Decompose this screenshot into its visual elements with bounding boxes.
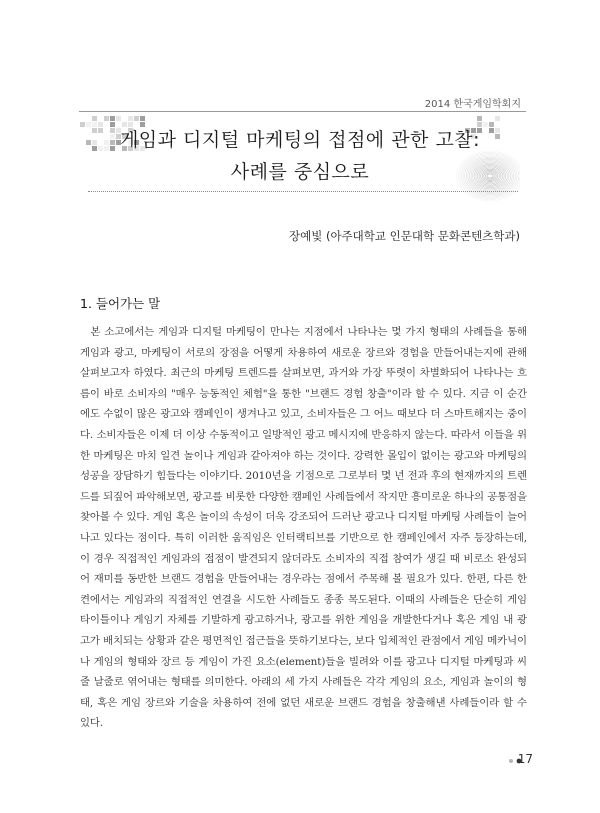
mosaic-pixel	[477, 116, 482, 121]
body-text	[80, 322, 527, 734]
article-title-line1: 게임과 디지털 마케팅의 접점에 관한 고찰:	[119, 129, 481, 151]
journal-header: 2014 한국게임학회지	[424, 99, 521, 110]
mosaic-pixel	[104, 116, 109, 121]
header-rule	[79, 111, 526, 112]
mosaic-pixel	[128, 116, 133, 121]
mosaic-pixel	[116, 116, 121, 121]
mosaic-pixel	[140, 116, 145, 121]
article-title	[0, 124, 600, 188]
mosaic-pixel	[92, 116, 97, 121]
page-number: 17	[517, 752, 533, 766]
body-paragraph: 본 소고에서는 게임과 디지털 마케팅이 만나는 지점에서 나타나는 몇 가지 형태의 사례들을 통해 게임과 광고, 마케팅이 서로의 장점을 어떻게 차용하여 새로운 장르와 경험을 만들어내는지에 관해 살펴보고자 하였다. 최근의 마케팅 트렌드를 살펴보면, 과거와 가장 뚜렷이 차별화되어 나타나는 흐름이 바로 소비자의 "매우 능동적인 체험"을 통한 "브랜드 경험 창출"이라 할 수 있다. 지금 이 순간에도 수없이 많은 광고와 캠페인이 생겨나고 있고, 소비자들은 그 어느 때보다 더 스마트해지는 중이다. 소비자들은 이제 더 이상 수동적이고 일방적인 광고 메시지에 반응하지 않는다. 따라서 이들을 위한 마케팅은 마치 일견 놀이나 게임과 같아져야 하는 것이다. 강력한 몰입이 없이는 광고와 마케팅의 성공을 장담하기 힘들다는 이야기다. 2010년을 기점으로 그로부터 몇 년 전과 후의 현재까지의 트렌드를 되짚어 파악해보면, 광고를 비롯한 다양한 캠페인 사례들에서 작지만 흥미로운 하나의 공통점을 찾아볼 수 있다. 게임 혹은 놀이의 속성이 더욱 강조되어 드러난 광고나 디지털 마케팅 사례들이 늘어나고 있다는 점이다. 특히 이러한 움직임은 인터랙티브를 기반으로 한 캠페인에서 자주 등장하는데, 이 경우 직접적인 게임과의 접점이 발견되지 않더라도 소비자의 직접 참여가 생길 때 비로소 완성되어 재미를 동반한 브랜드 경험을 만들어내는 경우라는 점에서 주목해 볼 필요가 있다. 한편, 다른 한켠에서는 게임과의 직접적인 연결을 시도한 사례들도 종종 목도된다. 이때의 사례들은 단순히 게임 타이틀이나 게임기 자체를 기발하게 광고하거나, 광고를 위한 게임을 개발한다거나 혹은 게임 내 광고가 배치되는 상황과 같은 평면적인 접근들을 뜻하기보다는, 보다 입체적인 관점에서 게임 메카닉이나 게임의 형태와 장르 등 게임이 가진 요소(element)들을 빌려와 이를 광고나 디지털 마케팅과 씨줄 날줄로 엮어내는 형태를 의미한다. 아래의 세 가지 사례들은 각각 게임의 요소, 게임과 놀이의 형태, 혹은 게임 장르와 기술을 차용하여 전에 없던 새로운 브랜드 경험을 창출해낸 사례들이라 할 수 있다.	[80, 326, 527, 730]
article-title-line2: 사례를 중심으로	[230, 161, 370, 183]
section-heading: 1. 들어가는 말	[80, 296, 161, 311]
title-dotted-rule	[88, 191, 518, 192]
mosaic-pixel	[134, 116, 139, 121]
mosaic-pixel	[495, 116, 500, 121]
author-affiliation: 장예빛 (아주대학교 인문대학 문화콘텐츠학과)	[288, 229, 520, 243]
mosaic-pixel	[110, 116, 115, 121]
